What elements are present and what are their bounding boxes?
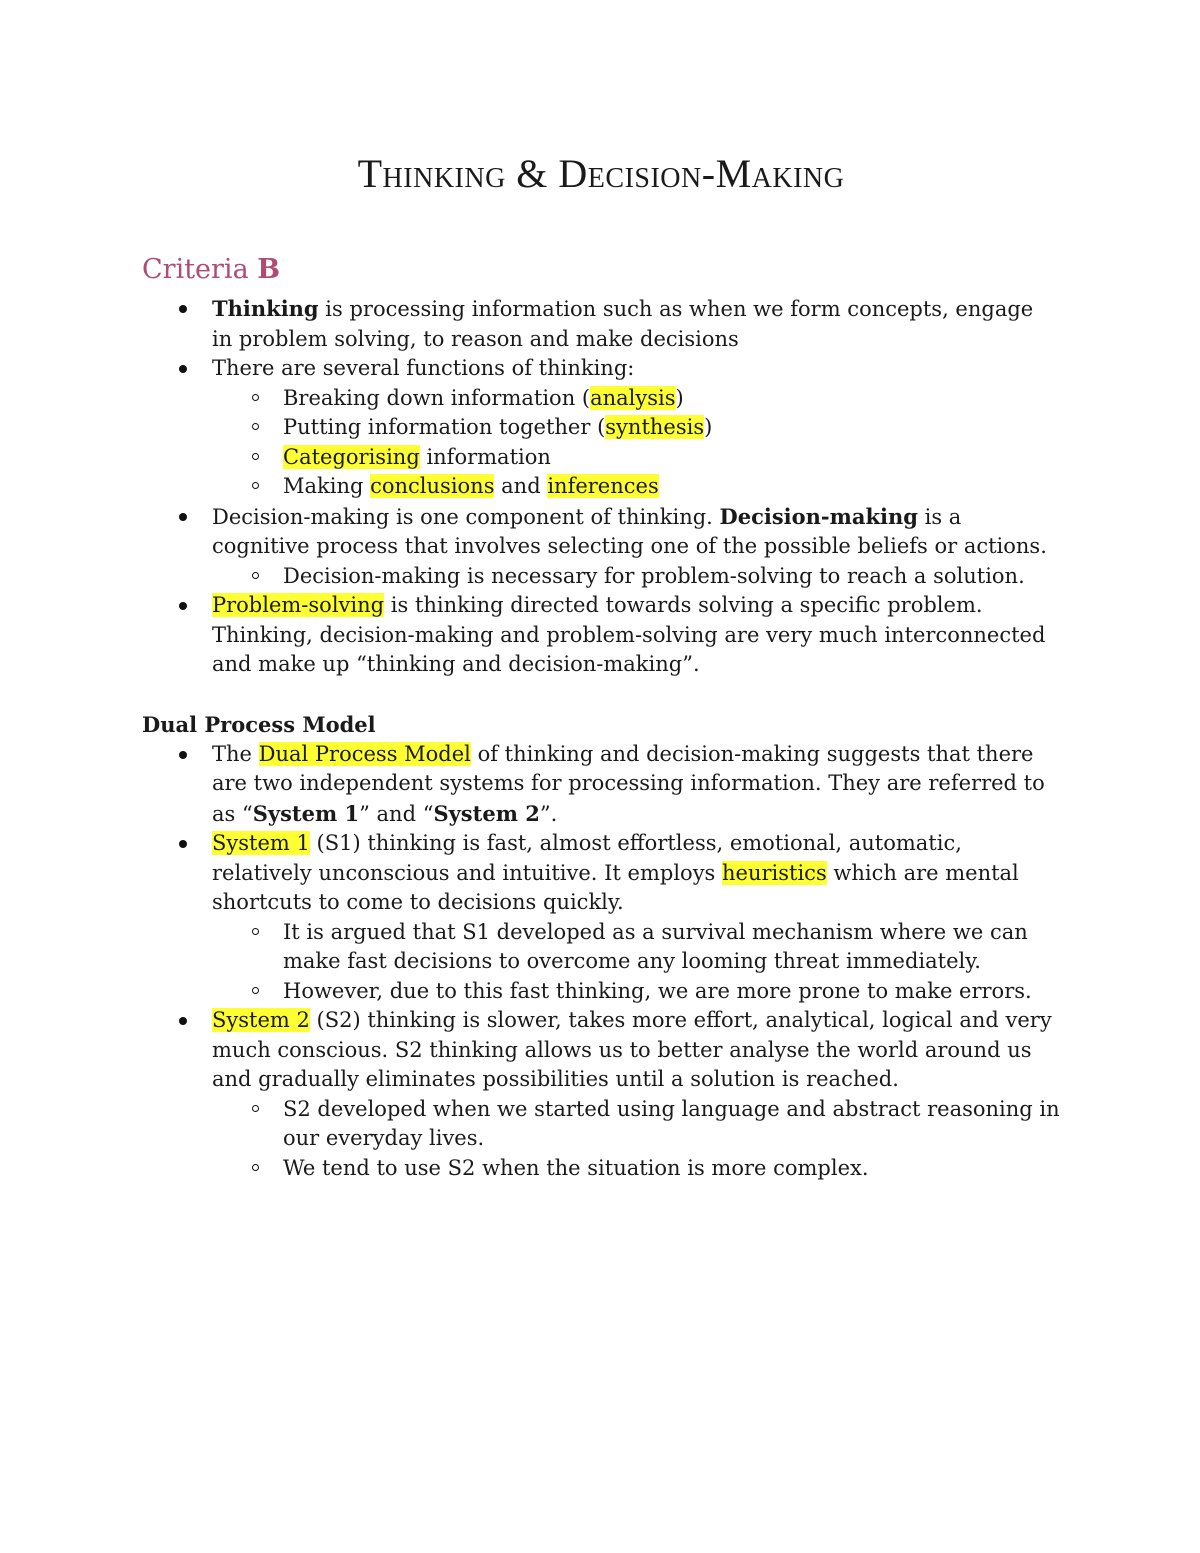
list-item-system-2: System 2 (S2) thinking is slower, takes more effort, analytical, logical and very much conscious. S2 thinking allows us to better analyse the world around us and gradually eliminates possibilities until a solution is reached. S2 developed when we started using language and abstract reasoning in our everyday lives. We tend to use S2 when the situation is more complex. — [142, 1006, 1060, 1183]
circle-bullet-icon — [252, 423, 259, 430]
circle-bullet-icon — [252, 928, 259, 935]
term-system-1: System 1 — [252, 800, 360, 826]
criteria-heading — [142, 252, 1060, 288]
sub-item-analysis: Breaking down information (analysis) — [212, 384, 1060, 414]
highlight-heuristics: heuristics — [722, 860, 827, 885]
list-item-thinking — [142, 294, 1060, 354]
list-item-dual-model: The Dual Process Model of thinking and decision-making suggests that there are two independent systems for processing information. They are referred to as “System 1” and “System 2”. — [142, 740, 1060, 830]
circle-bullet-icon — [252, 394, 259, 401]
functions-sublist — [212, 384, 1060, 502]
dual-process-list — [142, 740, 1060, 1184]
bullet-icon — [179, 305, 187, 313]
bullet-icon — [179, 602, 187, 610]
circle-bullet-icon — [252, 987, 259, 994]
list-item-system-1: System 1 (S1) thinking is fast, almost effortless, emotional, automatic, relatively unconscious and intuitive. It employs heuristics which are mental shortcuts to come to decisions quickly. It is argued that S1 developed as a survival mechanism where we can make fast decisions to overcome any looming threat immediately. However, due to this fast thinking, we are more prone to make errors. — [142, 829, 1060, 1006]
highlight-analysis: analysis — [590, 385, 676, 410]
circle-bullet-icon — [252, 1164, 259, 1171]
sub-item-s1-survival: It is argued that S1 developed as a survival mechanism where we can make fast decisions to overcome any looming threat immediately. — [212, 918, 1060, 977]
bullet-icon — [179, 513, 187, 521]
sub-item-s2-language: S2 developed when we started using language and abstract reasoning in our everyday lives. — [212, 1095, 1060, 1154]
list-item-functions — [142, 354, 1060, 502]
list-item-decision-making: Decision-making is one component of thinking. Decision-making is a cognitive process that involves selecting one of the possible beliefs or actions. Decision-making is necessary for problem-solving to reach a solution. — [142, 502, 1060, 592]
sub-item-decision-necessary: Decision-making is necessary for problem-solving to reach a solution. — [212, 562, 1060, 592]
sub-item-synthesis: Putting information together (synthesis) — [212, 413, 1060, 443]
thinking-definition: is processing information such as when we form concepts, engage in problem solving, to reason and make decisions — [212, 297, 1034, 351]
bullet-icon — [179, 840, 187, 848]
bullet-icon — [179, 365, 187, 373]
highlight-system-2: System 2 — [212, 1008, 310, 1032]
decision-sublist — [212, 562, 1060, 592]
sub-item-s1-errors: However, due to this fast thinking, we are more prone to make errors. — [212, 977, 1060, 1007]
dual-process-heading: Dual Process Model — [142, 711, 376, 737]
bullet-icon — [179, 1017, 187, 1025]
term-thinking: Thinking — [212, 296, 319, 321]
circle-bullet-icon — [252, 482, 259, 489]
highlight-dual-process-model: Dual Process Model — [258, 741, 471, 766]
criteria-heading-letter: B — [257, 254, 281, 285]
highlight-system-1: System 1 — [212, 831, 310, 855]
criteria-heading-text: Criteria — [142, 254, 258, 285]
list-item-problem-solving: Problem-solving is thinking directed towards solving a specific problem. Thinking, decision-making and problem-solving are very much interconnected and make up “thinking and decision-making”. — [142, 591, 1060, 680]
sub-item-s2-complex: We tend to use S2 when the situation is more complex. — [212, 1154, 1060, 1184]
sub-item-categorising: Categorising information — [212, 443, 1060, 473]
criteria-list — [142, 294, 1060, 680]
circle-bullet-icon — [252, 1105, 259, 1112]
highlight-inferences: inferences — [547, 474, 659, 498]
highlight-problem-solving: Problem-solving — [212, 593, 385, 617]
system-2-sublist — [212, 1095, 1060, 1184]
term-decision-making: Decision-making — [719, 503, 918, 529]
highlight-categorising: Categorising — [283, 444, 420, 469]
sub-item-conclusions: Making conclusions and inferences — [212, 472, 1060, 502]
page-title: Thinking & Decision-Making — [357, 151, 845, 196]
circle-bullet-icon — [252, 453, 259, 460]
highlight-conclusions: conclusions — [370, 474, 495, 498]
term-system-2: System 2 — [433, 800, 540, 826]
highlight-synthesis: synthesis — [605, 415, 705, 439]
bullet-icon — [179, 751, 187, 759]
system-1-sublist — [212, 918, 1060, 1007]
functions-intro: There are several functions of thinking: — [212, 356, 635, 380]
circle-bullet-icon — [252, 572, 259, 579]
